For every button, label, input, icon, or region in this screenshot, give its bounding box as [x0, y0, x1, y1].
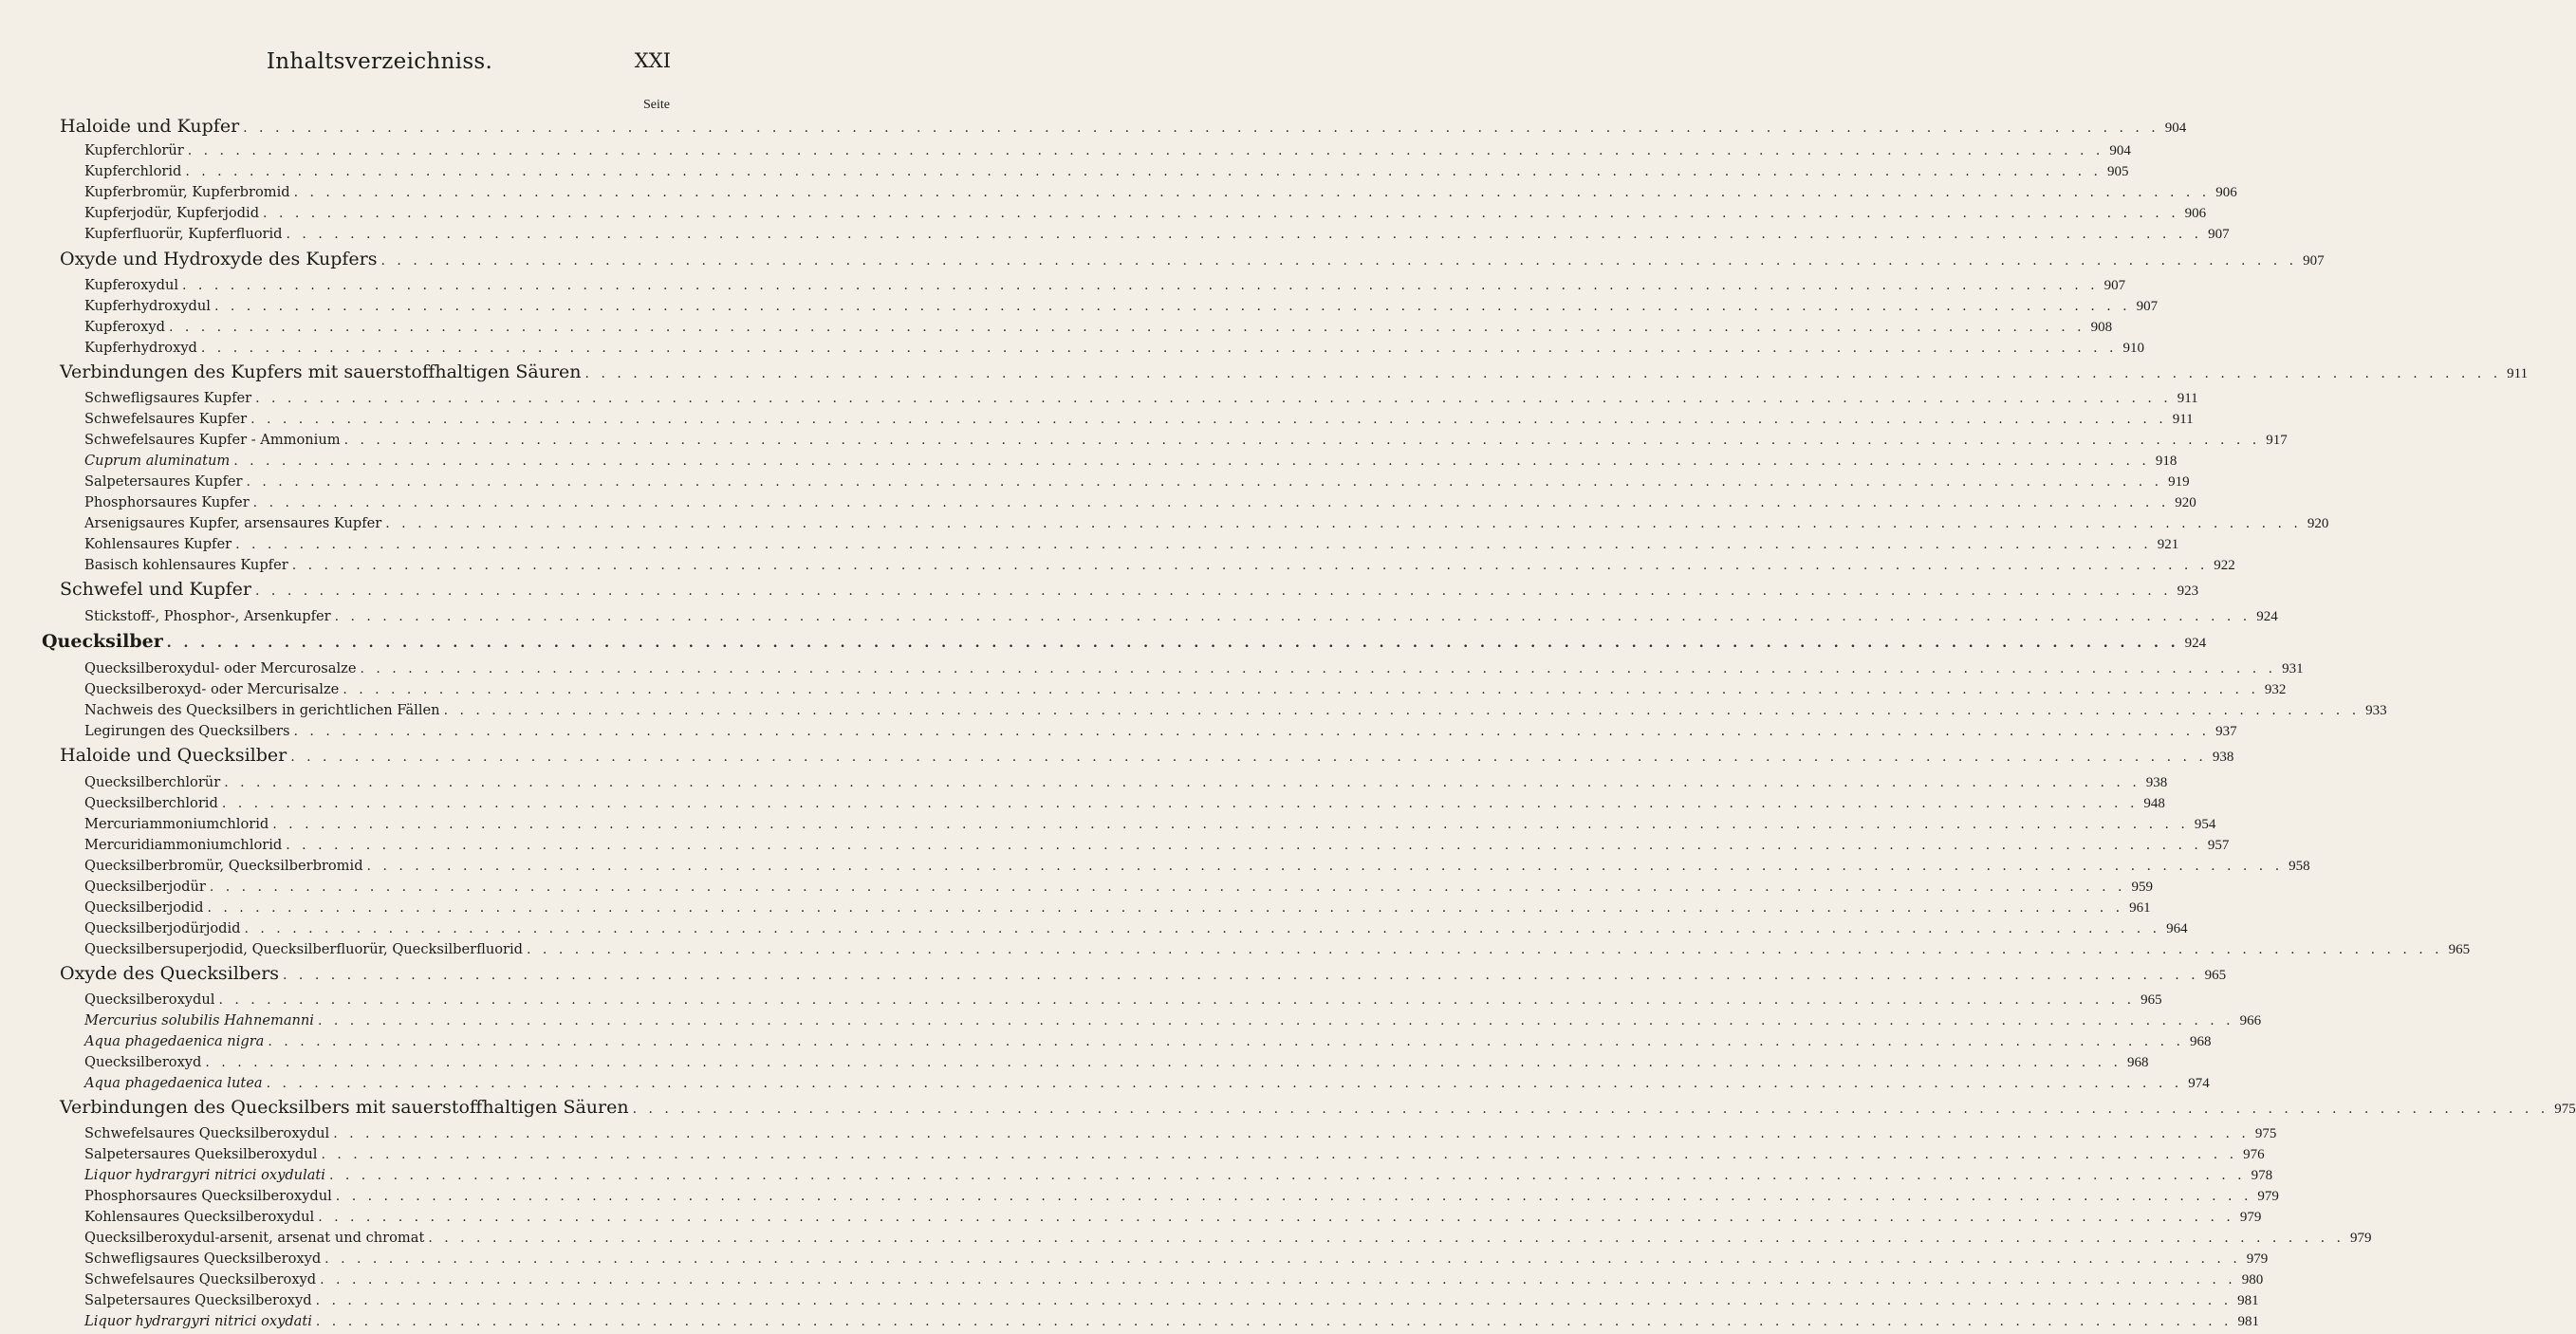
- toc-entry: [84, 205, 2207, 226]
- dot-leader: . . . . . . . . . . . . . . . . . . . . . . . . . . . . . . . . . . . . . . . . . . . . . . . . . . . . . . . . . . . . . . . . . . . . . . . . . . . . . . . . . . . . . . . . . . . . . . . . . . . . . . . . . . . . . . . . . . . . . . . .: [428, 1231, 2344, 1246]
- toc-entry-title: Aqua phagedaenica lutea: [84, 1075, 263, 1091]
- toc-entry: [84, 899, 2151, 920]
- toc-entry-page: 910: [2122, 341, 2145, 356]
- toc-entry: [84, 536, 2179, 557]
- dot-leader: . . . . . . . . . . . . . . . . . . . . . . . . . . . . . . . . . . . . . . . . . . . . . . . . . . . . . . . . . . . . . . . . . . . . . . . . . . . . . . . . . . . . . . . . . . . . . . . . . . . . . . . . . . . . . . . . . . . . . . . .: [182, 278, 2099, 293]
- toc-entry-page: 924: [2184, 636, 2207, 651]
- toc-entry-title: Kupferbromür, Kupferbromid: [84, 184, 290, 200]
- toc-entry: [84, 453, 2178, 473]
- toc-entry-page: 906: [2184, 206, 2207, 221]
- toc-entry-page: 911: [2172, 412, 2194, 427]
- toc-entry: [84, 298, 2159, 319]
- toc-entry-title: Arsenigsaures Kupfer, arsensaures Kupfer: [84, 515, 382, 531]
- toc-entry: [84, 1146, 2265, 1167]
- toc-entry-page: 966: [2239, 1013, 2262, 1028]
- toc-entry-page: 911: [2507, 366, 2529, 381]
- dot-leader: . . . . . . . . . . . . . . . . . . . . . . . . . . . . . . . . . . . . . . . . . . . . . . . . . . . . . . . . . . . . . . . . . . . . . . . . . . . . . . . . . . . . . . . . . . . . . . . . . . . . . . . . . . . . . . . . . . . . . . . .: [343, 433, 2261, 448]
- toc-section: [60, 745, 2234, 766]
- toc-entry: [84, 1075, 2210, 1096]
- toc-entry: [84, 226, 2230, 247]
- toc-entry-title: Quecksilberoxyd- oder Mercurisalze: [84, 681, 340, 697]
- page-title: Inhaltsverzeichniss.: [266, 49, 493, 74]
- dot-leader: . . . . . . . . . . . . . . . . . . . . . . . . . . . . . . . . . . . . . . . . . . . . . . . . . . . . . . . . . . . . . . . . . . . . . . . . . . . . . . . . . . . . . . . . . . . . . . . . . . . . . . . . . . . . . . . . . . . . . . . .: [333, 1126, 2250, 1141]
- toc-entry-title: Oxyde des Quecksilbers: [60, 963, 280, 984]
- toc-entry-title: Nachweis des Quecksilbers in gerichtlichen Fällen: [84, 702, 440, 718]
- toc-entry-title: Quecksilberoxydul-arsenit, arsenat und chromat: [84, 1230, 425, 1246]
- toc-entry-title: Quecksilbersuperjodid, Quecksilberfluorür, Quecksilberfluorid: [84, 941, 524, 957]
- toc-entry-page: 964: [2166, 921, 2188, 936]
- toc-entry-title: Schwefelsaures Quecksilberoxydul: [84, 1125, 330, 1141]
- toc-entry-title: Verbindungen des Quecksilbers mit sauerstoffhaltigen Säuren: [60, 1097, 629, 1118]
- page-column-label: Seite: [643, 98, 670, 112]
- dot-leader: . . . . . . . . . . . . . . . . . . . . . . . . . . . . . . . . . . . . . . . . . . . . . . . . . . . . . . . . . . . . . . . . . . . . . . . . . . . . . . . . . . . . . . . . . . . . . . . . . . . . . . . . . . . . . . . . . . . . . . . .: [213, 299, 2131, 314]
- toc-entry-page: 981: [2237, 1314, 2260, 1329]
- toc-entry: [84, 660, 2304, 681]
- toc-entry-title: Stickstoff-, Phosphor-, Arsenkupfer: [84, 608, 331, 624]
- toc-entry-title: Kupferoxyd: [84, 319, 165, 335]
- dot-leader: . . . . . . . . . . . . . . . . . . . . . . . . . . . . . . . . . . . . . . . . . . . . . . . . . . . . . . . . . . . . . . . . . . . . . . . . . . . . . . . . . . . . . . . . . . . . . . . . . . . . . . . . . . . . . . . . . . . . . . . .: [527, 942, 2443, 957]
- toc-entry-title: Verbindungen des Kupfers mit sauerstoffhaltigen Säuren: [60, 361, 582, 382]
- toc-entry-page: 907: [2303, 253, 2325, 269]
- toc-entry-title: Liquor hydrargyri nitrici oxydulati: [84, 1167, 325, 1183]
- dot-leader: . . . . . . . . . . . . . . . . . . . . . . . . . . . . . . . . . . . . . . . . . . . . . . . . . . . . . . . . . . . . . . . . . . . . . . . . . . . . . . . . . . . . . . . . . . . . . . . . . . . . . . . . . . . . . . . . . . . . . . . .: [290, 750, 2207, 765]
- toc-entry-page: 979: [2349, 1231, 2372, 1246]
- dot-leader: . . . . . . . . . . . . . . . . . . . . . . . . . . . . . . . . . . . . . . . . . . . . . . . . . . . . . . . . . . . . . . . . . . . . . . . . . . . . . . . . . . . . . . . . . . . . . . . . . . . . . . . . . . . . . . . . . . . . . . . .: [360, 661, 2277, 676]
- toc-entry-title: Quecksilber: [42, 631, 163, 652]
- dot-leader: . . . . . . . . . . . . . . . . . . . . . . . . . . . . . . . . . . . . . . . . . . . . . . . . . . . . . . . . . . . . . . . . . . . . . . . . . . . . . . . . . . . . . . . . . . . . . . . . . . . . . . . . . . . . . . . . . . . . . . . .: [255, 584, 2172, 599]
- toc-entry-title: Legirungen des Quecksilbers: [84, 723, 290, 739]
- dot-leader: . . . . . . . . . . . . . . . . . . . . . . . . . . . . . . . . . . . . . . . . . . . . . . . . . . . . . . . . . . . . . . . . . . . . . . . . . . . . . . . . . . . . . . . . . . . . . . . . . . . . . . . . . . . . . . . . . . . . . . . .: [221, 796, 2139, 811]
- toc-entry-title: Schwefelsaures Kupfer: [84, 411, 248, 427]
- toc-entry-title: Aqua phagedaenica nigra: [84, 1033, 265, 1049]
- dot-leader: . . . . . . . . . . . . . . . . . . . . . . . . . . . . . . . . . . . . . . . . . . . . . . . . . . . . . . . . . . . . . . . . . . . . . . . . . . . . . . . . . . . . . . . . . . . . . . . . . . . . . . . . . . . . . . . . . . . . . . . .: [324, 1251, 2241, 1267]
- toc-entry: [84, 142, 2131, 163]
- toc-entry-page: 975: [2254, 1126, 2277, 1141]
- toc-entry: [84, 816, 2216, 837]
- toc-entry-page: 961: [2129, 900, 2151, 916]
- toc-entry: [84, 411, 2194, 432]
- toc-entry-title: Basisch kohlensaures Kupfer: [84, 557, 288, 573]
- toc-entry-title: Quecksilberjodür: [84, 879, 206, 895]
- toc-section: [60, 361, 2529, 382]
- toc-entry-page: 965: [2140, 992, 2162, 1008]
- dot-leader: . . . . . . . . . . . . . . . . . . . . . . . . . . . . . . . . . . . . . . . . . . . . . . . . . . . . . . . . . . . . . . . . . . . . . . . . . . . . . . . . . . . . . . . . . . . . . . . . . . . . . . . . . . . . . . . . . . . . . . . .: [250, 412, 2167, 427]
- dot-leader: . . . . . . . . . . . . . . . . . . . . . . . . . . . . . . . . . . . . . . . . . . . . . . . . . . . . . . . . . . . . . . . . . . . . . . . . . . . . . . . . . . . . . . . . . . . . . . . . . . . . . . . . . . . . . . . . . . . . . . . .: [343, 682, 2259, 697]
- dot-leader: . . . . . . . . . . . . . . . . . . . . . . . . . . . . . . . . . . . . . . . . . . . . . . . . . . . . . . . . . . . . . . . . . . . . . . . . . . . . . . . . . . . . . . . . . . . . . . . . . . . . . . . . . . . . . . . . . . . . . . . .: [266, 1076, 2183, 1091]
- toc-entry-page: 905: [2106, 164, 2129, 179]
- toc-entry-page: 979: [2246, 1251, 2269, 1267]
- toc-entry-page: 957: [2207, 838, 2230, 853]
- toc-entry-title: Mercuriammoniumchlorid: [84, 816, 269, 832]
- dot-leader: . . . . . . . . . . . . . . . . . . . . . . . . . . . . . . . . . . . . . . . . . . . . . . . . . . . . . . . . . . . . . . . . . . . . . . . . . . . . . . . . . . . . . . . . . . . . . . . . . . . . . . . . . . . . . . . . . . . . . . . .: [366, 859, 2284, 874]
- toc-entry-title: Oxyde und Hydroxyde des Kupfers: [60, 249, 378, 269]
- toc-entry: [84, 432, 2288, 453]
- dot-leader: . . . . . . . . . . . . . . . . . . . . . . . . . . . . . . . . . . . . . . . . . . . . . . . . . . . . . . . . . . . . . . . . . . . . . . . . . . . . . . . . . . . . . . . . . . . . . . . . . . . . . . . . . . . . . . . . . . . . . . . .: [380, 253, 2298, 269]
- toc-entry-page: 904: [2109, 143, 2131, 158]
- dot-leader: . . . . . . . . . . . . . . . . . . . . . . . . . . . . . . . . . . . . . . . . . . . . . . . . . . . . . . . . . . . . . . . . . . . . . . . . . . . . . . . . . . . . . . . . . . . . . . . . . . . . . . . . . . . . . . . . . . . . . . . .: [317, 1013, 2234, 1028]
- toc-entry: [84, 774, 2168, 795]
- toc-entry-title: Quecksilberjodürjodid: [84, 920, 241, 936]
- dot-leader: . . . . . . . . . . . . . . . . . . . . . . . . . . . . . . . . . . . . . . . . . . . . . . . . . . . . . . . . . . . . . . . . . . . . . . . . . . . . . . . . . . . . . . . . . . . . . . . . . . . . . . . . . . . . . . . . . . . . . . . .: [334, 609, 2252, 624]
- dot-leader: . . . . . . . . . . . . . . . . . . . . . . . . . . . . . . . . . . . . . . . . . . . . . . . . . . . . . . . . . . . . . . . . . . . . . . . . . . . . . . . . . . . . . . . . . . . . . . . . . . . . . . . . . . . . . . . . . . . . . . . .: [243, 120, 2159, 136]
- toc-entry-page: 976: [2243, 1147, 2265, 1162]
- toc-entry: [84, 1033, 2212, 1054]
- dot-leader: . . . . . . . . . . . . . . . . . . . . . . . . . . . . . . . . . . . . . . . . . . . . . . . . . . . . . . . . . . . . . . . . . . . . . . . . . . . . . . . . . . . . . . . . . . . . . . . . . . . . . . . . . . . . . . . . . . . . . . . .: [385, 516, 2302, 531]
- dot-leader: . . . . . . . . . . . . . . . . . . . . . . . . . . . . . . . . . . . . . . . . . . . . . . . . . . . . . . . . . . . . . . . . . . . . . . . . . . . . . . . . . . . . . . . . . . . . . . . . . . . . . . . . . . . . . . . . . . . . . . . .: [166, 636, 2179, 651]
- toc-entry-title: Salpetersaures Queksilberoxydul: [84, 1146, 318, 1162]
- running-header: [0, 49, 759, 87]
- toc-entry-page: 980: [2241, 1272, 2264, 1288]
- toc-entry-title: Schwefelsaures Quecksilberoxyd: [84, 1271, 317, 1288]
- toc-entry-page: 907: [2136, 299, 2159, 314]
- toc-entry-title: Phosphorsaures Quecksilberoxydul: [84, 1188, 332, 1204]
- toc-entry: [84, 991, 2162, 1012]
- dot-leader: . . . . . . . . . . . . . . . . . . . . . . . . . . . . . . . . . . . . . . . . . . . . . . . . . . . . . . . . . . . . . . . . . . . . . . . . . . . . . . . . . . . . . . . . . . . . . . . . . . . . . . . . . . . . . . . . . . . . . . . .: [268, 1034, 2184, 1049]
- toc-entry: [84, 277, 2126, 298]
- toc-entry: [84, 1188, 2279, 1209]
- toc-entry-page: 918: [2155, 454, 2178, 469]
- dot-leader: . . . . . . . . . . . . . . . . . . . . . . . . . . . . . . . . . . . . . . . . . . . . . . . . . . . . . . . . . . . . . . . . . . . . . . . . . . . . . . . . . . . . . . . . . . . . . . . . . . . . . . . . . . . . . . . . . . . . . . . .: [235, 537, 2152, 552]
- toc-entry-page: 924: [2256, 609, 2278, 624]
- toc-entry: [84, 879, 2153, 899]
- toc-entry-title: Quecksilberoxydul- oder Mercurosalze: [84, 660, 357, 676]
- toc-entry: [84, 1167, 2273, 1188]
- toc-entry: [84, 163, 2129, 184]
- toc-entry-title: Schwefel und Kupfer: [60, 579, 252, 600]
- toc-entry-title: Mercurius solubilis Hahnemanni: [84, 1012, 314, 1028]
- dot-leader: . . . . . . . . . . . . . . . . . . . . . . . . . . . . . . . . . . . . . . . . . . . . . . . . . . . . . . . . . . . . . . . . . . . . . . . . . . . . . . . . . . . . . . . . . . . . . . . . . . . . . . . . . . . . . . . . . . . . . . . .: [321, 1147, 2238, 1162]
- toc-entry-page: 979: [2239, 1210, 2262, 1225]
- toc-entry: [84, 723, 2237, 744]
- dot-leader: . . . . . . . . . . . . . . . . . . . . . . . . . . . . . . . . . . . . . . . . . . . . . . . . . . . . . . . . . . . . . . . . . . . . . . . . . . . . . . . . . . . . . . . . . . . . . . . . . . . . . . . . . . . . . . . . . . . . . . . .: [293, 185, 2211, 200]
- toc-entry-page: 931: [2282, 661, 2304, 676]
- toc-entry-page: 919: [2168, 474, 2190, 490]
- toc-entry: [84, 557, 2235, 578]
- toc-entry: [84, 1125, 2277, 1146]
- toc-entry-title: Quecksilberchlorür: [84, 774, 221, 790]
- toc-entry-page: 917: [2266, 433, 2288, 448]
- toc-entry-title: Quecksilberoxydul: [84, 991, 215, 1008]
- toc-entry-page: 965: [2448, 942, 2471, 957]
- toc-entry-title: Schwefligsaures Quecksilberoxyd: [84, 1251, 322, 1267]
- toc-entry-page: 907: [2103, 278, 2126, 293]
- toc-entry-title: Kupferchlorid: [84, 163, 182, 179]
- toc-entry: [84, 1313, 2260, 1334]
- dot-leader: . . . . . . . . . . . . . . . . . . . . . . . . . . . . . . . . . . . . . . . . . . . . . . . . . . . . . . . . . . . . . . . . . . . . . . . . . . . . . . . . . . . . . . . . . . . . . . . . . . . . . . . . . . . . . . . . . . . . . . . .: [255, 391, 2172, 406]
- dot-leader: . . . . . . . . . . . . . . . . . . . . . . . . . . . . . . . . . . . . . . . . . . . . . . . . . . . . . . . . . . . . . . . . . . . . . . . . . . . . . . . . . . . . . . . . . . . . . . . . . . . . . . . . . . . . . . . . . . . . . . . .: [584, 366, 2502, 381]
- dot-leader: . . . . . . . . . . . . . . . . . . . . . . . . . . . . . . . . . . . . . . . . . . . . . . . . . . . . . . . . . . . . . . . . . . . . . . . . . . . . . . . . . . . . . . . . . . . . . . . . . . . . . . . . . . . . . . . . . . . . . . . .: [283, 968, 2199, 983]
- toc-entry-page: 911: [2177, 391, 2198, 406]
- toc-entry-page: 958: [2289, 859, 2310, 874]
- toc-entry-page: 922: [2214, 558, 2235, 573]
- toc-entry-page: 920: [2307, 516, 2329, 531]
- toc-entry: [84, 837, 2230, 858]
- toc-entry: [84, 1054, 2149, 1075]
- dot-leader: . . . . . . . . . . . . . . . . . . . . . . . . . . . . . . . . . . . . . . . . . . . . . . . . . . . . . . . . . . . . . . . . . . . . . . . . . . . . . . . . . . . . . . . . . . . . . . . . . . . . . . . . . . . . . . . . . . . . . . . .: [315, 1293, 2233, 1308]
- toc-entry: [84, 1251, 2269, 1271]
- toc-entry-page: 948: [2143, 796, 2165, 811]
- toc-entry-page: 968: [2190, 1034, 2212, 1049]
- dot-leader: . . . . . . . . . . . . . . . . . . . . . . . . . . . . . . . . . . . . . . . . . . . . . . . . . . . . . . . . . . . . . . . . . . . . . . . . . . . . . . . . . . . . . . . . . . . . . . . . . . . . . . . . . . . . . . . . . . . . . . . .: [185, 164, 2102, 179]
- dot-leader: . . . . . . . . . . . . . . . . . . . . . . . . . . . . . . . . . . . . . . . . . . . . . . . . . . . . . . . . . . . . . . . . . . . . . . . . . . . . . . . . . . . . . . . . . . . . . . . . . . . . . . . . . . . . . . . . . . . . . . . .: [209, 880, 2126, 895]
- toc-entry-title: Quecksilberchlorid: [84, 795, 218, 811]
- dot-leader: . . . . . . . . . . . . . . . . . . . . . . . . . . . . . . . . . . . . . . . . . . . . . . . . . . . . . . . . . . . . . . . . . . . . . . . . . . . . . . . . . . . . . . . . . . . . . . . . . . . . . . . . . . . . . . . . . . . . . . . .: [318, 1210, 2234, 1225]
- dot-leader: . . . . . . . . . . . . . . . . . . . . . . . . . . . . . . . . . . . . . . . . . . . . . . . . . . . . . . . . . . . . . . . . . . . . . . . . . . . . . . . . . . . . . . . . . . . . . . . . . . . . . . . . . . . . . . . . . . . . . . . .: [335, 1189, 2252, 1204]
- toc-entry-page: 908: [2090, 320, 2113, 335]
- toc-entry: [84, 608, 2278, 629]
- toc-entry-page: 978: [2251, 1168, 2273, 1183]
- toc-entry-page: 923: [2177, 584, 2199, 599]
- toc-entry-page: 975: [2554, 1102, 2576, 1117]
- toc-entry-page: 981: [2237, 1293, 2259, 1308]
- toc-entry-title: Mercuridiammoniumchlorid: [84, 837, 283, 853]
- toc-section: [60, 1097, 2576, 1118]
- toc-entry-title: Kupferfluorür, Kupferfluorid: [84, 226, 283, 242]
- dot-leader: . . . . . . . . . . . . . . . . . . . . . . . . . . . . . . . . . . . . . . . . . . . . . . . . . . . . . . . . . . . . . . . . . . . . . . . . . . . . . . . . . . . . . . . . . . . . . . . . . . . . . . . . . . . . . . . . . . . . . . . .: [187, 143, 2104, 158]
- dot-leader: . . . . . . . . . . . . . . . . . . . . . . . . . . . . . . . . . . . . . . . . . . . . . . . . . . . . . . . . . . . . . . . . . . . . . . . . . . . . . . . . . . . . . . . . . . . . . . . . . . . . . . . . . . . . . . . . . . . . . . . .: [218, 992, 2136, 1008]
- toc-entry: [84, 494, 2196, 515]
- toc-entry-title: Schwefelsaures Kupfer - Ammonium: [84, 432, 341, 448]
- toc-entry: [84, 858, 2310, 879]
- toc-entry-title: Kupferoxydul: [84, 277, 179, 293]
- toc-entry-title: Kohlensaures Quecksilberoxydul: [84, 1209, 315, 1225]
- toc-entry: [84, 795, 2165, 816]
- toc-entry-title: Kupferjodür, Kupferjodid: [84, 205, 260, 221]
- toc-entry-title: Cuprum aluminatum: [84, 453, 231, 469]
- toc-entry-page: 938: [2145, 775, 2168, 790]
- toc-entry: [84, 920, 2188, 941]
- dot-leader: . . . . . . . . . . . . . . . . . . . . . . . . . . . . . . . . . . . . . . . . . . . . . . . . . . . . . . . . . . . . . . . . . . . . . . . . . . . . . . . . . . . . . . . . . . . . . . . . . . . . . . . . . . . . . . . . . . . . . . . .: [246, 474, 2163, 490]
- toc-chapter: [42, 631, 2207, 652]
- toc-entry-title: Kohlensaures Kupfer: [84, 536, 232, 552]
- dot-leader: . . . . . . . . . . . . . . . . . . . . . . . . . . . . . . . . . . . . . . . . . . . . . . . . . . . . . . . . . . . . . . . . . . . . . . . . . . . . . . . . . . . . . . . . . . . . . . . . . . . . . . . . . . . . . . . . . . . . . . . .: [328, 1168, 2246, 1183]
- toc-entry: [84, 702, 2387, 723]
- dot-leader: . . . . . . . . . . . . . . . . . . . . . . . . . . . . . . . . . . . . . . . . . . . . . . . . . . . . . . . . . . . . . . . . . . . . . . . . . . . . . . . . . . . . . . . . . . . . . . . . . . . . . . . . . . . . . . . . . . . . . . . .: [207, 900, 2124, 916]
- toc-entry-page: 954: [2194, 817, 2216, 832]
- dot-leader: . . . . . . . . . . . . . . . . . . . . . . . . . . . . . . . . . . . . . . . . . . . . . . . . . . . . . . . . . . . . . . . . . . . . . . . . . . . . . . . . . . . . . . . . . . . . . . . . . . . . . . . . . . . . . . . . . . . . . . . .: [272, 817, 2189, 832]
- toc-entry-title: Salpetersaures Quecksilberoxyd: [84, 1292, 312, 1308]
- toc-entry: [84, 390, 2198, 411]
- dot-leader: . . . . . . . . . . . . . . . . . . . . . . . . . . . . . . . . . . . . . . . . . . . . . . . . . . . . . . . . . . . . . . . . . . . . . . . . . . . . . . . . . . . . . . . . . . . . . . . . . . . . . . . . . . . . . . . . . . . . . . . .: [293, 724, 2211, 739]
- dot-leader: . . . . . . . . . . . . . . . . . . . . . . . . . . . . . . . . . . . . . . . . . . . . . . . . . . . . . . . . . . . . . . . . . . . . . . . . . . . . . . . . . . . . . . . . . . . . . . . . . . . . . . . . . . . . . . . . . . . . . . . .: [320, 1272, 2236, 1288]
- toc-entry-page: 920: [2175, 495, 2196, 510]
- toc-entry-title: Kupferhydroxyd: [84, 340, 197, 356]
- toc-entry-title: Haloide und Quecksilber: [60, 745, 287, 766]
- toc-entry-title: Kupferhydroxydul: [84, 298, 211, 314]
- toc-entry-title: Phosphorsaures Kupfer: [84, 494, 250, 510]
- toc-entry-page: 921: [2157, 537, 2179, 552]
- toc-section: [60, 249, 2325, 269]
- dot-leader: . . . . . . . . . . . . . . . . . . . . . . . . . . . . . . . . . . . . . . . . . . . . . . . . . . . . . . . . . . . . . . . . . . . . . . . . . . . . . . . . . . . . . . . . . . . . . . . . . . . . . . . . . . . . . . . . . . . . . . . .: [252, 495, 2170, 510]
- toc-entry-title: Kupferchlorür: [84, 142, 184, 158]
- toc-entry: [84, 681, 2287, 702]
- toc-entry-title: Liquor hydrargyri nitrici oxydati: [84, 1313, 312, 1329]
- toc-entry-page: 907: [2208, 227, 2230, 242]
- toc-entry: [84, 1012, 2262, 1033]
- dot-leader: . . . . . . . . . . . . . . . . . . . . . . . . . . . . . . . . . . . . . . . . . . . . . . . . . . . . . . . . . . . . . . . . . . . . . . . . . . . . . . . . . . . . . . . . . . . . . . . . . . . . . . . . . . . . . . . . . . . . . . . .: [224, 775, 2140, 790]
- toc-entry: [84, 319, 2113, 340]
- dot-leader: . . . . . . . . . . . . . . . . . . . . . . . . . . . . . . . . . . . . . . . . . . . . . . . . . . . . . . . . . . . . . . . . . . . . . . . . . . . . . . . . . . . . . . . . . . . . . . . . . . . . . . . . . . . . . . . . . . . . . . . .: [205, 1055, 2122, 1070]
- toc-entry-page: 904: [2164, 120, 2187, 136]
- toc-entry-page: 965: [2204, 968, 2227, 983]
- toc-entry-page: 906: [2215, 185, 2237, 200]
- toc-entry: [84, 184, 2237, 205]
- toc-entry: [84, 941, 2471, 962]
- toc-entry-page: 968: [2127, 1055, 2149, 1070]
- toc-entry-page: 974: [2188, 1076, 2210, 1091]
- toc-section: [60, 579, 2199, 600]
- toc-entry: [84, 340, 2145, 361]
- dot-leader: . . . . . . . . . . . . . . . . . . . . . . . . . . . . . . . . . . . . . . . . . . . . . . . . . . . . . . . . . . . . . . . . . . . . . . . . . . . . . . . . . . . . . . . . . . . . . . . . . . . . . . . . . . . . . . . . . . . . . . . .: [443, 703, 2361, 718]
- dot-leader: . . . . . . . . . . . . . . . . . . . . . . . . . . . . . . . . . . . . . . . . . . . . . . . . . . . . . . . . . . . . . . . . . . . . . . . . . . . . . . . . . . . . . . . . . . . . . . . . . . . . . . . . . . . . . . . . . . . . . . . .: [168, 320, 2085, 335]
- toc-entry-page: 937: [2215, 724, 2237, 739]
- toc-entry-title: Quecksilberoxyd: [84, 1054, 202, 1070]
- dot-leader: . . . . . . . . . . . . . . . . . . . . . . . . . . . . . . . . . . . . . . . . . . . . . . . . . . . . . . . . . . . . . . . . . . . . . . . . . . . . . . . . . . . . . . . . . . . . . . . . . . . . . . . . . . . . . . . . . . . . . . . .: [632, 1102, 2549, 1117]
- dot-leader: . . . . . . . . . . . . . . . . . . . . . . . . . . . . . . . . . . . . . . . . . . . . . . . . . . . . . . . . . . . . . . . . . . . . . . . . . . . . . . . . . . . . . . . . . . . . . . . . . . . . . . . . . . . . . . . . . . . . . . . .: [315, 1314, 2233, 1329]
- toc-entry: [84, 1271, 2264, 1292]
- dot-leader: . . . . . . . . . . . . . . . . . . . . . . . . . . . . . . . . . . . . . . . . . . . . . . . . . . . . . . . . . . . . . . . . . . . . . . . . . . . . . . . . . . . . . . . . . . . . . . . . . . . . . . . . . . . . . . . . . . . . . . . .: [244, 921, 2161, 936]
- toc-entry-page: 938: [2212, 750, 2234, 765]
- dot-leader: . . . . . . . . . . . . . . . . . . . . . . . . . . . . . . . . . . . . . . . . . . . . . . . . . . . . . . . . . . . . . . . . . . . . . . . . . . . . . . . . . . . . . . . . . . . . . . . . . . . . . . . . . . . . . . . . . . . . . . . .: [286, 838, 2202, 853]
- toc-entry: [84, 1209, 2262, 1230]
- dot-leader: . . . . . . . . . . . . . . . . . . . . . . . . . . . . . . . . . . . . . . . . . . . . . . . . . . . . . . . . . . . . . . . . . . . . . . . . . . . . . . . . . . . . . . . . . . . . . . . . . . . . . . . . . . . . . . . . . . . . . . . .: [263, 206, 2179, 221]
- toc-entry-title: Haloide und Kupfer: [60, 116, 240, 137]
- dot-leader: . . . . . . . . . . . . . . . . . . . . . . . . . . . . . . . . . . . . . . . . . . . . . . . . . . . . . . . . . . . . . . . . . . . . . . . . . . . . . . . . . . . . . . . . . . . . . . . . . . . . . . . . . . . . . . . . . . . . . . . .: [286, 227, 2203, 242]
- page-number: XXI: [634, 49, 671, 72]
- toc-entry: [84, 473, 2190, 494]
- toc-entry-title: Quecksilberjodid: [84, 899, 204, 916]
- toc-entry: [84, 1230, 2372, 1251]
- dot-leader: . . . . . . . . . . . . . . . . . . . . . . . . . . . . . . . . . . . . . . . . . . . . . . . . . . . . . . . . . . . . . . . . . . . . . . . . . . . . . . . . . . . . . . . . . . . . . . . . . . . . . . . . . . . . . . . . . . . . . . . .: [233, 454, 2150, 469]
- toc-entry-page: 979: [2257, 1189, 2279, 1204]
- toc-entry-page: 932: [2264, 682, 2287, 697]
- toc-entry-page: 933: [2365, 703, 2387, 718]
- toc-entry: [84, 515, 2329, 536]
- toc-entry: [84, 1292, 2259, 1313]
- toc-entry-title: Quecksilberbromür, Quecksilberbromid: [84, 858, 363, 874]
- dot-leader: . . . . . . . . . . . . . . . . . . . . . . . . . . . . . . . . . . . . . . . . . . . . . . . . . . . . . . . . . . . . . . . . . . . . . . . . . . . . . . . . . . . . . . . . . . . . . . . . . . . . . . . . . . . . . . . . . . . . . . . .: [200, 341, 2118, 356]
- toc-section: [60, 116, 2187, 137]
- toc-entry-title: Salpetersaures Kupfer: [84, 473, 243, 490]
- toc-entry-page: 959: [2131, 880, 2153, 895]
- toc-entry-title: Schwefligsaures Kupfer: [84, 390, 252, 406]
- dot-leader: . . . . . . . . . . . . . . . . . . . . . . . . . . . . . . . . . . . . . . . . . . . . . . . . . . . . . . . . . . . . . . . . . . . . . . . . . . . . . . . . . . . . . . . . . . . . . . . . . . . . . . . . . . . . . . . . . . . . . . . .: [291, 558, 2209, 573]
- toc-section: [60, 963, 2227, 984]
